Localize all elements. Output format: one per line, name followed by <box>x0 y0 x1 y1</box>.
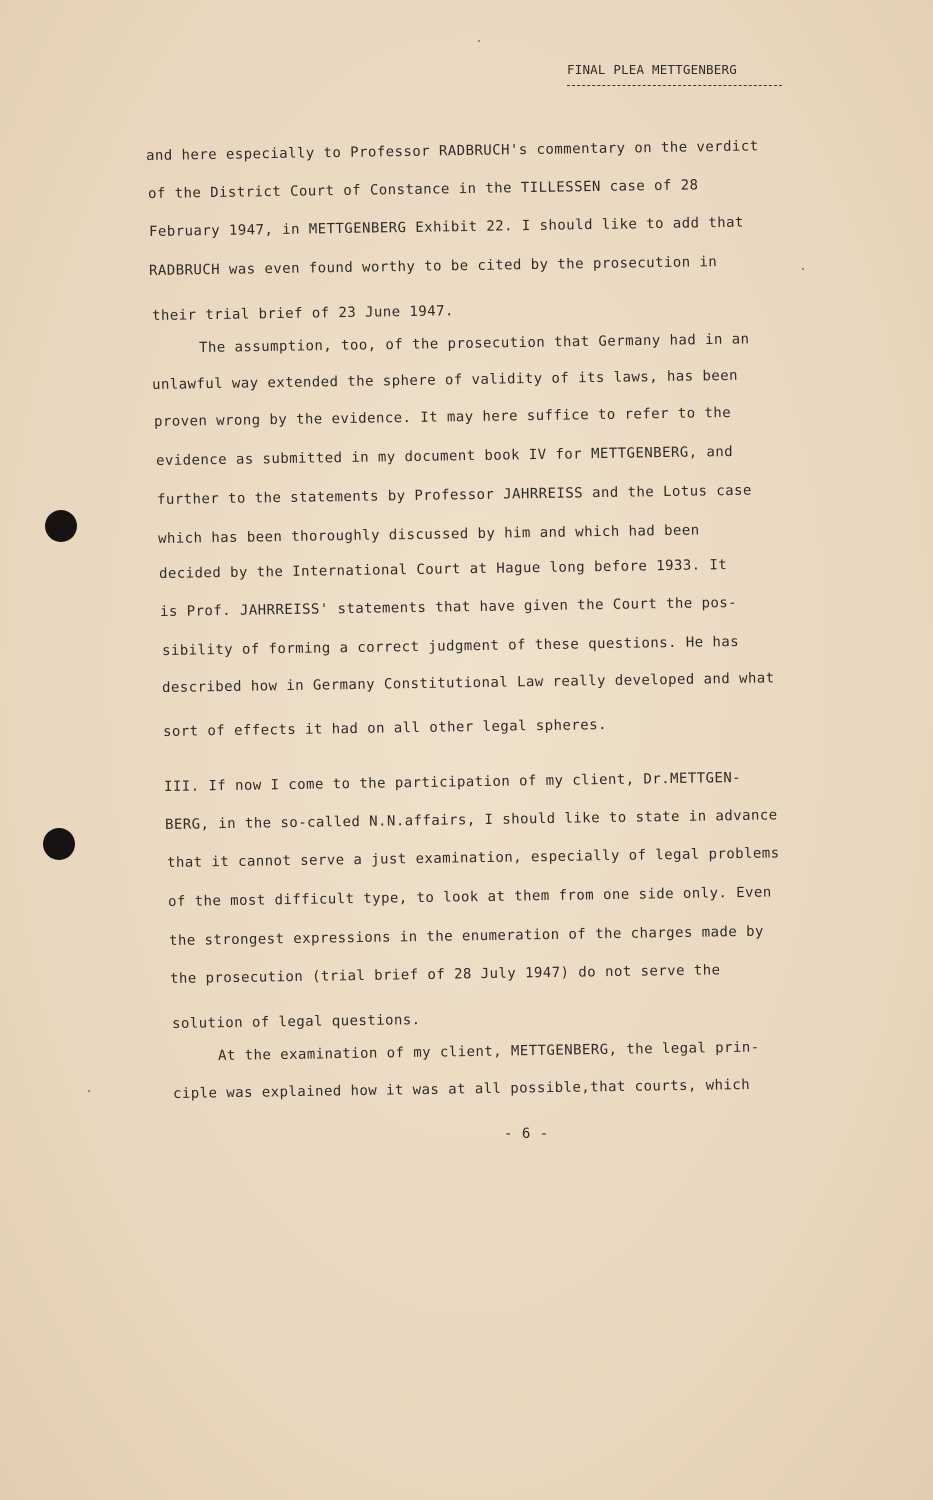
text-line: The assumption, too, of the prosecution that Germany had in an <box>198 331 750 356</box>
text-line: III. If now I come to the participation of my client, Dr.METTGEN- <box>163 769 742 795</box>
text-line: of the District Court of Constance in the TILLESSEN case of 28 <box>147 177 699 202</box>
text-line: solution of legal questions. <box>171 1012 421 1032</box>
text-line: the strongest expressions in the enumeration of the charges made by <box>168 923 764 949</box>
text-line: sibility of forming a correct judgment of these questions. He has <box>161 633 740 659</box>
paper-speck <box>802 268 804 270</box>
punch-hole <box>45 510 77 542</box>
text-line: At the examination of my client, METTGENBERG, the legal prin- <box>217 1039 760 1064</box>
text-line: which has been thoroughly discussed by him and which had been <box>157 522 700 547</box>
text-line: the prosecution (trial brief of 28 July 1947) do not serve the <box>169 962 721 987</box>
text-line: sort of effects it had on all other legal spheres. <box>162 717 608 740</box>
text-line: is Prof. JAHRREISS' statements that have given the Court the pos- <box>159 594 738 620</box>
text-line: proven wrong by the evidence. It may here suffice to refer to the <box>153 404 732 430</box>
text-line: RADBRUCH was even found worthy to be cited by the prosecution in <box>148 254 718 279</box>
text-line: that it cannot serve a just examination, especially of legal problems <box>166 845 780 871</box>
paper-speck <box>478 40 480 42</box>
punch-hole <box>43 828 75 860</box>
page-number: - 6 - <box>504 1126 549 1142</box>
paper-speck <box>88 1090 90 1092</box>
text-line: their trial brief of 23 June 1947. <box>151 303 454 324</box>
text-line: BERG, in the so-called N.N.affairs, I should like to state in advance <box>164 807 778 833</box>
text-line: February 1947, in METTGENBERG Exhibit 22. I should like to add that <box>148 214 744 240</box>
text-line: decided by the International Court at Hague long before 1933. It <box>158 557 728 582</box>
text-line: evidence as submitted in my document book IV for METTGENBERG, and <box>155 443 734 469</box>
page-header-title: FINAL PLEA METTGENBERG <box>567 62 782 86</box>
text-line: and here especially to Professor RADBRUCH's commentary on the verdict <box>145 138 759 164</box>
text-line: unlawful way extended the sphere of validity of its laws, has been <box>151 367 739 393</box>
text-line: further to the statements by Professor JAHRREISS and the Lotus case <box>156 482 752 508</box>
text-line: ciple was explained how it was at all possible,that courts, which <box>172 1076 751 1102</box>
text-line: described how in Germany Constitutional Law really developed and what <box>161 670 775 696</box>
text-line: of the most difficult type, to look at them from one side only. Even <box>167 884 772 910</box>
